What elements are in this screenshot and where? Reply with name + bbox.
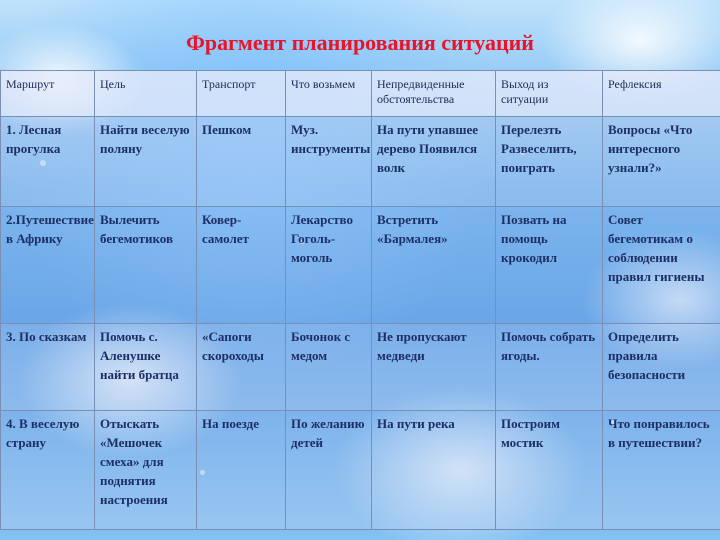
table-cell: Вылечить бегемотиков — [95, 207, 197, 324]
table-cell: Помочь собрать ягоды. — [496, 324, 603, 411]
table-cell: Совет бегемотикам о соблюдении правил гигиены — [603, 207, 720, 324]
table-cell: Отыскать «Мешочек смеха» для поднятия настроения — [95, 411, 197, 530]
table-cell: Перелезть Развеселить, поиграть — [496, 117, 603, 207]
header-goal: Цель — [95, 71, 197, 117]
header-route: Маршрут — [1, 71, 95, 117]
table-cell: Лекарство Гоголь-моголь — [286, 207, 372, 324]
table-cell: На пути упавшее дерево Появился волк — [372, 117, 496, 207]
table-cell: Вопросы «Что интересного узнали?» — [603, 117, 720, 207]
table-cell: Что понравилось в путешествии? — [603, 411, 720, 530]
header-transport: Транспорт — [197, 71, 286, 117]
header-take: Что возьмем — [286, 71, 372, 117]
table-cell: Пешком — [197, 117, 286, 207]
header-reflection: Рефлексия — [603, 71, 720, 117]
table-row — [1, 324, 720, 411]
table-cell: 2.Путешествие в Африку — [1, 207, 95, 324]
table-row — [1, 207, 720, 324]
table-cell: Позвать на помощь крокодил — [496, 207, 603, 324]
header-unforeseen: Непредвиденные обстоятельства — [372, 71, 496, 117]
table-row — [1, 117, 720, 207]
table-header-row — [1, 71, 720, 117]
table-cell: Муз. инструменты — [286, 117, 372, 207]
table-cell: По желанию детей — [286, 411, 372, 530]
page-title: Фрагмент планирования ситуаций — [186, 30, 534, 55]
table-cell: 4. В веселую страну — [1, 411, 95, 530]
table-cell: 3. По сказкам — [1, 324, 95, 411]
table-cell: На пути река — [372, 411, 496, 530]
table-row — [1, 411, 720, 530]
table-cell: Встретить «Бармалея» — [372, 207, 496, 324]
planning-table — [0, 70, 720, 530]
table-cell: На поезде — [197, 411, 286, 530]
table-cell: Найти веселую поляну — [95, 117, 197, 207]
table-cell: Бочонок с медом — [286, 324, 372, 411]
table-cell: Не пропускают медведи — [372, 324, 496, 411]
table-cell: Ковер-самолет — [197, 207, 286, 324]
table-cell: Построим мостик — [496, 411, 603, 530]
table-cell: 1. Лесная прогулка — [1, 117, 95, 207]
table-cell: «Сапоги скороходы — [197, 324, 286, 411]
table-cell: Определить правила безопасности — [603, 324, 720, 411]
header-solution: Выход из ситуации — [496, 71, 603, 117]
table-cell: Помочь с. Аленушке найти братца — [95, 324, 197, 411]
